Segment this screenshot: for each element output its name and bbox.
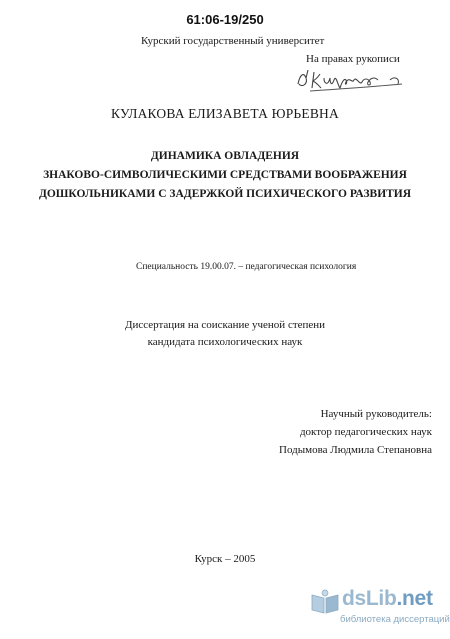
specialty-line: Специальность 19.00.07. – педагогическая психология bbox=[136, 262, 357, 272]
author-name: КУЛАКОВА ЕЛИЗАВЕТА ЮРЬЕВНА bbox=[111, 106, 339, 121]
title-line-3: ДОШКОЛЬНИКАМИ С ЗАДЕРЖКОЙ ПСИХИЧЕСКОГО РАЗВИТИЯ bbox=[38, 188, 412, 200]
watermark-brand-part1: dsLib bbox=[342, 587, 397, 610]
degree-statement bbox=[0, 317, 450, 351]
city-year: Курск – 2005 bbox=[194, 553, 256, 565]
title-line-1: ДИНАМИКА ОВЛАДЕНИЯ bbox=[150, 150, 300, 162]
degree-line-1: Диссертация на соискание ученой степени bbox=[124, 319, 326, 331]
dslib-watermark bbox=[300, 587, 450, 631]
university-name: Курский государственный университет bbox=[141, 35, 325, 47]
watermark-subtitle: библиотека диссертаций bbox=[340, 614, 450, 625]
manuscript-rights-note: На правах рукописи bbox=[306, 53, 400, 65]
degree-line-2: кандидата психологических наук bbox=[147, 336, 303, 348]
handwritten-signature bbox=[290, 64, 410, 94]
supervisor-block bbox=[254, 405, 432, 459]
title-line-2: ЗНАКОВО-СИМВОЛИЧЕСКИМИ СРЕДСТВАМИ ВООБРАЖЕНИЯ bbox=[43, 169, 407, 181]
watermark-brand bbox=[342, 587, 433, 611]
supervisor-label: Научный руководитель: bbox=[320, 408, 432, 420]
book-icon bbox=[310, 589, 340, 615]
dissertation-title bbox=[0, 147, 450, 204]
supervisor-name: Подымова Людмила Степановна bbox=[279, 444, 432, 456]
watermark-brand-part2: .net bbox=[396, 587, 433, 610]
catalog-code: 61:06-19/250 bbox=[186, 12, 264, 27]
supervisor-degree: доктор педагогических наук bbox=[299, 426, 432, 438]
